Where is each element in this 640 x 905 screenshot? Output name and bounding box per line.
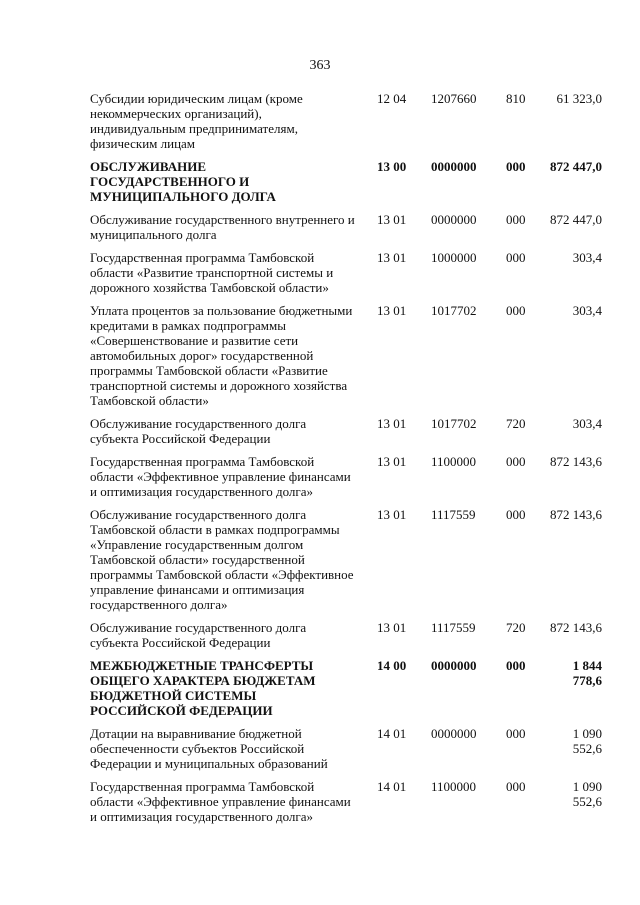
row-amount: 303,4	[572, 303, 602, 318]
row-section-code: 14 01	[377, 726, 407, 741]
row-expense-type: 000	[506, 507, 526, 522]
row-expense-type: 000	[506, 454, 526, 469]
row-name: ОБСЛУЖИВАНИЕ ГОСУДАРСТВЕННОГО И МУНИЦИПАЛЬНОГО ДОЛГА	[90, 159, 276, 204]
row-expense-type: 000	[506, 658, 526, 673]
budget-table-body	[90, 91, 602, 824]
row-expense-type: 000	[506, 250, 526, 265]
row-spacer	[90, 242, 602, 250]
row-spacer	[90, 408, 602, 416]
table-row	[90, 726, 602, 771]
table-row	[90, 454, 602, 499]
row-name: Субсидии юридическим лицам (кроме некоммерческих организаций), индивидуальным предпринимателям, физическим лицам	[90, 91, 303, 151]
row-target-code: 1100000	[431, 779, 477, 794]
row-spacer	[90, 151, 602, 159]
row-expense-type: 810	[506, 91, 526, 106]
row-expense-type: 000	[506, 779, 526, 794]
row-section-code: 14 01	[377, 779, 407, 794]
table-row	[90, 303, 602, 408]
row-amount: 1 090 552,6	[572, 779, 602, 809]
table-row	[90, 779, 602, 824]
row-amount: 1 844 778,6	[572, 658, 602, 688]
row-amount: 1 090 552,6	[572, 726, 602, 756]
table-row	[90, 620, 602, 650]
row-section-code: 13 01	[377, 416, 407, 431]
row-expense-type: 000	[506, 159, 526, 174]
row-target-code: 0000000	[431, 159, 477, 174]
row-target-code: 1000000	[431, 250, 477, 265]
row-name: Государственная программа Тамбовской области «Эффективное управление финансами и оптимизация государственного долга»	[90, 779, 351, 824]
row-amount: 872 143,6	[550, 620, 602, 635]
row-amount: 872 143,6	[550, 454, 602, 469]
budget-table	[90, 91, 602, 824]
table-row	[90, 250, 602, 295]
row-target-code: 1017702	[431, 303, 477, 318]
row-amount: 872 447,0	[550, 159, 602, 174]
row-section-code: 14 00	[377, 658, 407, 673]
row-spacer-cell	[90, 446, 602, 454]
row-section-code: 13 01	[377, 507, 407, 522]
row-target-code: 0000000	[431, 726, 477, 741]
row-spacer-cell	[90, 242, 602, 250]
row-spacer-cell	[90, 612, 602, 620]
row-target-code: 1100000	[431, 454, 477, 469]
row-section-code: 13 01	[377, 250, 407, 265]
row-spacer	[90, 295, 602, 303]
row-amount: 303,4	[572, 416, 602, 431]
row-expense-type: 000	[506, 303, 526, 318]
row-section-code: 13 01	[377, 212, 407, 227]
row-spacer	[90, 718, 602, 726]
row-expense-type: 720	[506, 620, 526, 635]
row-name: Государственная программа Тамбовской области «Развитие транспортной системы и дорожного хозяйства Тамбовской области»	[90, 250, 334, 295]
table-row	[90, 212, 602, 242]
row-name: Дотации на выравнивание бюджетной обеспеченности субъектов Российской Федерации и муниципальных образований	[90, 726, 328, 771]
row-name: Обслуживание государственного долга субъекта Российской Федерации	[90, 416, 307, 446]
table-row	[90, 658, 602, 718]
row-section-code: 13 00	[377, 159, 407, 174]
row-spacer	[90, 446, 602, 454]
row-expense-type: 000	[506, 212, 526, 227]
row-expense-type: 720	[506, 416, 526, 431]
row-spacer-cell	[90, 650, 602, 658]
row-expense-type: 000	[506, 726, 526, 741]
row-spacer	[90, 650, 602, 658]
row-spacer-cell	[90, 408, 602, 416]
table-row	[90, 91, 602, 151]
table-row	[90, 507, 602, 612]
row-name: Обслуживание государственного долга Тамбовской области в рамках подпрограммы «Управление государственным долгом Тамбовской области» государственной программы Тамбовской области «Эффективное управление финансами и оптимизация государственного долга»	[90, 507, 354, 612]
row-spacer	[90, 612, 602, 620]
row-name: МЕЖБЮДЖЕТНЫЕ ТРАНСФЕРТЫ ОБЩЕГО ХАРАКТЕРА БЮДЖЕТАМ БЮДЖЕТНОЙ СИСТЕМЫ РОССИЙСКОЙ ФЕДЕРАЦИИ	[90, 658, 316, 718]
row-amount: 872 143,6	[550, 507, 602, 522]
page-number: 363	[309, 58, 331, 73]
row-target-code: 1207660	[431, 91, 477, 106]
row-target-code: 1017702	[431, 416, 477, 431]
row-name: Обслуживание государственного внутреннего и муниципального долга	[90, 212, 355, 242]
row-amount: 61 323,0	[556, 91, 602, 106]
row-section-code: 13 01	[377, 620, 407, 635]
row-section-code: 13 01	[377, 454, 407, 469]
row-amount: 872 447,0	[550, 212, 602, 227]
row-spacer	[90, 771, 602, 779]
row-spacer-cell	[90, 499, 602, 507]
row-name: Обслуживание государственного долга субъекта Российской Федерации	[90, 620, 307, 650]
row-name: Уплата процентов за пользование бюджетными кредитами в рамках подпрограммы «Совершенствование и развитие сети автомобильных дорог» государственной программы Тамбовской области «Развитие транспортной системы и дорожного хозяйства Тамбовской области»	[90, 303, 353, 408]
row-spacer-cell	[90, 718, 602, 726]
row-section-code: 13 01	[377, 303, 407, 318]
row-spacer-cell	[90, 151, 602, 159]
row-name: Государственная программа Тамбовской области «Эффективное управление финансами и оптимизация государственного долга»	[90, 454, 351, 499]
row-spacer	[90, 204, 602, 212]
row-section-code: 12 04	[377, 91, 407, 106]
row-spacer-cell	[90, 295, 602, 303]
row-target-code: 0000000	[431, 212, 477, 227]
table-row	[90, 159, 602, 204]
row-amount: 303,4	[572, 250, 602, 265]
row-spacer-cell	[90, 771, 602, 779]
table-row	[90, 416, 602, 446]
row-spacer-cell	[90, 204, 602, 212]
row-target-code: 0000000	[431, 658, 477, 673]
row-target-code: 1117559	[431, 507, 476, 522]
row-spacer	[90, 499, 602, 507]
row-target-code: 1117559	[431, 620, 476, 635]
